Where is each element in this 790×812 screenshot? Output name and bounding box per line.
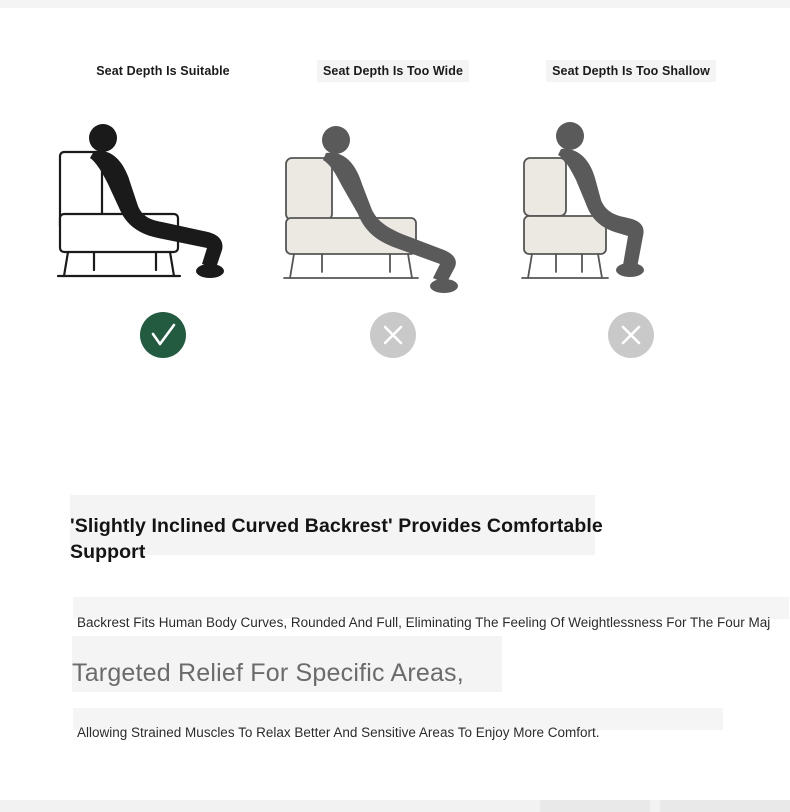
column-caption: Seat Depth Is Too Shallow [546, 60, 716, 82]
cross-icon [608, 312, 654, 358]
column-caption: Seat Depth Is Suitable [96, 64, 230, 78]
verdict-wrap-2 [268, 312, 518, 372]
cross-icon [370, 312, 416, 358]
sub-text: Allowing Strained Muscles To Relax Better And Sensitive Areas To Enjoy More Comfort. [77, 724, 600, 740]
bottom-edge-strip [0, 800, 790, 812]
column-caption: Seat Depth Is Too Wide [317, 60, 469, 82]
seat-depth-comparison [0, 60, 790, 430]
big-text: Targeted Relief For Specific Areas, [72, 659, 464, 687]
lede-text: Backrest Fits Human Body Curves, Rounded And Full, Eliminating The Feeling Of Weightlessness For The Four Maj [77, 614, 771, 630]
page-title: 'Slightly Inclined Curved Backrest' Provides Comfortable Support [70, 515, 603, 564]
check-icon [140, 312, 186, 358]
top-edge-strip [0, 0, 790, 8]
sofa-figure-suitable [38, 110, 288, 300]
verdict-wrap-1 [38, 312, 288, 372]
comparison-column-2 [268, 60, 518, 372]
comparison-column-3 [506, 60, 756, 372]
comparison-column-1 [38, 60, 288, 372]
verdict-wrap-3 [506, 312, 756, 372]
sofa-figure-too-shallow [506, 110, 756, 300]
sofa-figure-too-wide [268, 110, 518, 300]
